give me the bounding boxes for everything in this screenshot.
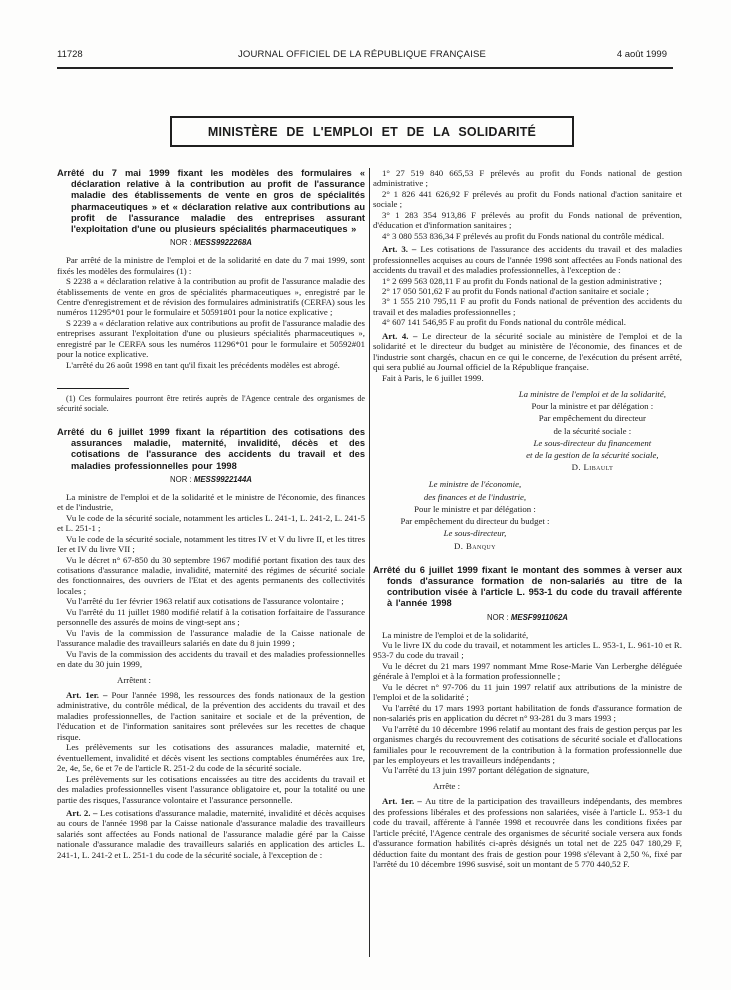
ministry-banner	[170, 116, 574, 147]
nor-line	[373, 613, 682, 622]
signature-line: D. Libault	[571, 462, 614, 473]
paragraph: Art. 4. – Le directeur de la sécurité sociale au ministère de l'emploi et de la solidarité et le directeur du budget au ministère de l'économie, des finances et de l'industrie sont chargés, chacun en ce qui le concerne, de l'exécution du présent arrêté, qui sera publié au Journal officiel de la République française.	[373, 330, 682, 373]
paragraph: 3° 1 283 354 913,86 F prélevés au profit du Fonds national de prévention, d'éducation et d'information sanitaires ;	[373, 209, 682, 231]
paragraph: Vu l'avis de la commission des accidents du travail et des maladies professionnelles en date du 30 juin 1999,	[57, 648, 365, 670]
nor-label: NOR :	[170, 238, 194, 248]
signature-line: et de la gestion de la sécurité sociale,	[526, 450, 659, 461]
nor-code: MESF9911062A	[510, 612, 568, 622]
signature-line: La ministre de l'emploi et de la solidarité,	[518, 389, 666, 400]
paragraph: Vu le décret n° 67-850 du 30 septembre 1967 modifié portant fixation des taux des cotisations d'assurance maladie, invalidité, maternité des régimes de sécurité sociale des fonctionnaires, des ouvriers de l'Etat et des agents permanents des collectivités locales ;	[57, 554, 365, 596]
article-number: Art. 4. –	[382, 330, 422, 341]
paragraph: 2° 17 050 501,62 F au profit du Fonds national d'action sanitaire et sociale ;	[382, 285, 649, 296]
signature-line: Le sous-directeur du financement	[533, 437, 652, 448]
nor-label: NOR :	[487, 612, 511, 622]
paragraph: Vu le décret du 21 mars 1997 nommant Mme Rose-Marie Van Lerberghe déléguée générale à l'emploi et à la formation professionnelle ;	[373, 660, 682, 682]
signature-line: Pour le ministre et par délégation :	[414, 503, 536, 514]
column-divider	[369, 168, 370, 957]
paragraph: 4° 607 141 546,95 F au profit du Fonds national du contrôle médical.	[382, 317, 626, 328]
paragraph: 4° 3 080 553 836,34 F prélevés au profit du Fonds national du contrôle médical.	[382, 230, 665, 241]
article-number: Art. 3. –	[382, 244, 421, 255]
content-columns	[57, 168, 683, 958]
signature-block	[385, 478, 564, 551]
paragraph: Les prélèvements sur les cotisations des assurances maladie, maternité et, éventuellement, invalidité et décès visent les sections comptables énumérées aux 1re, 2e, 4e, 5e, 6e et 7e de l'article R. 251-2 du code de la sécurité sociale.	[57, 742, 365, 774]
paragraph: Vu l'arrêté du 11 juillet 1980 modifié relatif à la cotisation forfaitaire de l'assurance personnelle des assurés de moins de vingt-sept ans ;	[57, 606, 365, 628]
nor-code: MESS9922268A	[193, 238, 252, 248]
article-heading: Arrêté du 7 mai 1999 fixant les modèles des formulaires « déclaration relative à la contribution au profit de l'assurance maladie des établissements de vente en gros de spécialités pharmaceutiques » et « déclaration relative aux contributions au profit de l'assurance maladie des entreprises assurant l'exploitation d'une ou plusieurs spécialités pharmaceutiques »	[57, 168, 365, 235]
right-column	[373, 168, 682, 958]
article-number: Art. 2. –	[66, 807, 100, 818]
left-column	[57, 168, 365, 958]
paragraph: S 2238 a « déclaration relative à la contribution au profit de l'assurance maladie des établissements de vente en gros de spécialités pharmaceutiques », enregistré par le Centre d'enregistrement et de révision des formulaires administratifs (CERFA) sous les numéros 11295*01 pour le formulaire et 50591#01 pour la notice explicative ;	[57, 276, 365, 318]
paragraph: Vu le décret n° 97-706 du 11 juin 1997 relatif aux attributions de la ministre de l'emploi et de la solidarité ;	[373, 681, 682, 703]
paragraph: La ministre de l'emploi et de la solidarité et le ministre de l'économie, des finances et de l'industrie,	[57, 491, 365, 513]
nor-line	[57, 475, 365, 484]
paragraph: Vu l'avis de la commission de l'assurance maladie de la Caisse nationale de l'assurance maladie des travailleurs salariés en date du 8 juin 1999 ;	[57, 627, 365, 649]
signature-line: Par empêchement du directeur	[538, 413, 646, 424]
paragraph: S 2239 a « déclaration relative aux contributions au profit de l'assurance maladie des entreprises assurant l'exploitation d'une ou plusieurs spécialités pharmaceutiques », enregistré par le CERFA sous les numéros 11296*01 pour le formulaire et 50592#01 pour la notice explicative.	[57, 317, 365, 360]
journal-title: JOURNAL OFFICIEL DE LA RÉPUBLIQUE FRANÇAISE	[237, 49, 487, 60]
paragraph: Vu l'arrêté du 13 juin 1997 portant délégation de signature,	[382, 765, 590, 776]
paragraph: Vu l'arrêté du 1er février 1963 relatif aux cotisations de l'assurance volontaire ;	[66, 596, 344, 607]
article-number: Art. 1er. –	[66, 689, 112, 700]
paragraph: 2° 1 826 441 626,92 F prélevés au profit du Fonds national d'action sanitaire et sociale ;	[373, 188, 682, 210]
page-number: 11728	[57, 49, 83, 60]
nor-code: MESS9922144A	[193, 474, 252, 484]
paragraph: Art. 1er. – Pour l'année 1998, les ressources des fonds nationaux de la gestion administrative, du contrôle médical, de la prévention des accidents du travail et des maladies professionnelles, de l'action sanitaire et sociale et de la prévention, de l'éducation et de l'information sanitaires sont prélevées sur les recettes de chaque risque.	[57, 689, 365, 742]
paragraph: Art. 3. – Les cotisations de l'assurance des accidents du travail et des maladies professionnelles acquises au cours de l'année 1998 sont affectées au Fonds national des accidents du travail et des maladies professionnelles, à l'exception de :	[373, 244, 682, 276]
signature-line: Pour la ministre et par délégation :	[531, 401, 654, 412]
paragraph: Fait à Paris, le 6 juillet 1999.	[382, 372, 484, 383]
paragraph: Par arrêté de la ministre de l'emploi et de la solidarité en date du 7 mai 1999, sont fixés les modèles des formulaires (1) :	[57, 255, 365, 276]
article-heading: Arrêté du 6 juillet 1999 fixant la répartition des cotisations des assurances maladie, maternité, invalidité, décès et des cotisations de l'assurance des accidents du travail et des maladies professionnelles pour 1998	[57, 427, 365, 471]
article-number: Art. 1er. –	[382, 796, 426, 807]
article-heading: Arrêté du 6 juillet 1999 fixant le montant des sommes à verser aux fonds d'assurance formation de non-salariés au titre de la contribution visée à l'article L. 953-1 du code du travail afférente à l'année 1998	[373, 564, 682, 609]
signature-line: de la sécurité sociale :	[553, 425, 632, 436]
ministry-banner-title: MINISTÈRE DE L'EMPLOI ET DE LA SOLIDARITÉ	[207, 124, 537, 139]
paragraph: Les prélèvements sur les cotisations encaissées au titre des accidents du travail et des maladies professionnelles visent l'assurance obligatoire et, pour la totalité ou une partie des risques, l'assurance volontaire et l'assurance personnelle.	[57, 773, 365, 805]
decree-word: Arrête :	[433, 780, 461, 791]
page-header	[57, 49, 673, 60]
nor-label: NOR :	[170, 474, 194, 484]
signature-line: D. Banquy	[454, 540, 496, 551]
nor-line	[57, 238, 365, 247]
footnote-rule	[57, 388, 129, 389]
decree-word: Arrêtent :	[117, 674, 151, 685]
signature-line: des finances et de l'industrie,	[423, 491, 527, 502]
paragraph: 1° 27 519 840 665,53 F prélevés au profit du Fonds national de gestion administrative ;	[373, 168, 682, 189]
signature-line: Le sous-directeur,	[443, 528, 507, 539]
signature-line: Par empêchement du directeur du budget :	[400, 516, 550, 527]
header-rule	[57, 67, 673, 69]
paragraph: L'arrêté du 26 août 1998 en tant qu'il fixait les précédents modèles est abrogé.	[66, 359, 340, 370]
signature-line: Le ministre de l'économie,	[428, 479, 522, 490]
footnote-text: (1) Ces formulaires pourront être retirés auprès de l'Agence centrale des organismes de sécurité sociale.	[57, 394, 365, 414]
paragraph: Art. 1er. – Au titre de la participation des travailleurs indépendants, des membres des professions libérales et des professions non salariées, visée à l'article L. 953-1 du code du travail, afférente à l'année 1998 et recouvrée dans les conditions fixées par l'article précité, l'Agence centrale des organismes de sécurité sociale versera aux fonds d'assurance formation habilités ci-après désignés un total net de 225 047 180,29 F, déduction faite du montant des frais de gestion pour 1998 s'élevant à 2,50 %, fixé par l'arrêté du 10 décembre 1996 susvisé, soit un montant de 5 770 440,52 F.	[373, 796, 682, 870]
paragraph: Vu l'arrêté du 10 décembre 1996 relatif au montant des frais de gestion perçus par les organismes chargés du recouvrement des cotisations de sécurité sociale et d'allocations familiales pour le recouvrement de la contribution à la formation professionnelle due par les employeurs et les travailleurs indépendants ;	[373, 723, 682, 765]
paragraph: Vu le code de la sécurité sociale, notamment les titres IV et V du livre II, et les titres Ier et IV du livre VII ;	[57, 533, 365, 555]
paragraph: La ministre de l'emploi et de la solidarité,	[382, 629, 529, 640]
paragraph: Vu le livre IX du code du travail, et notamment les articles L. 953-1, L. 961-10 et R. 953-7 du code du travail ;	[373, 639, 682, 661]
issue-date: 4 août 1999	[616, 49, 667, 60]
signature-block	[503, 388, 682, 473]
paragraph: Art. 2. – Les cotisations d'assurance maladie, maternité, invalidité et décès acquises au cours de l'année 1998 par la Caisse nationale d'assurance maladie des travailleurs salariés sont affectées au Fonds national de l'assurance maladie géré par la Caisse nationale d'assurance maladie des travailleurs salariés en application des articles L. 241-1, L. 241-2 et L. 251-1 du code de la sécurité sociale, à l'exception de :	[57, 807, 365, 860]
paragraph: 3° 1 555 210 795,11 F au profit du Fonds national de prévention des accidents du travail et des maladies professionnelles ;	[373, 296, 682, 317]
paragraph: Vu l'arrêté du 17 mars 1993 portant habilitation de fonds d'assurance formation de non-salariés pris en application du décret n° 93-281 du 3 mars 1993 ;	[373, 702, 682, 724]
paragraph: Vu le code de la sécurité sociale, notamment les articles L. 241-1, L. 241-2, L. 241-5 et L. 251-1 ;	[57, 512, 365, 534]
paragraph: 1° 2 699 563 028,11 F au profit du Fonds national de la gestion administrative ;	[382, 275, 662, 286]
